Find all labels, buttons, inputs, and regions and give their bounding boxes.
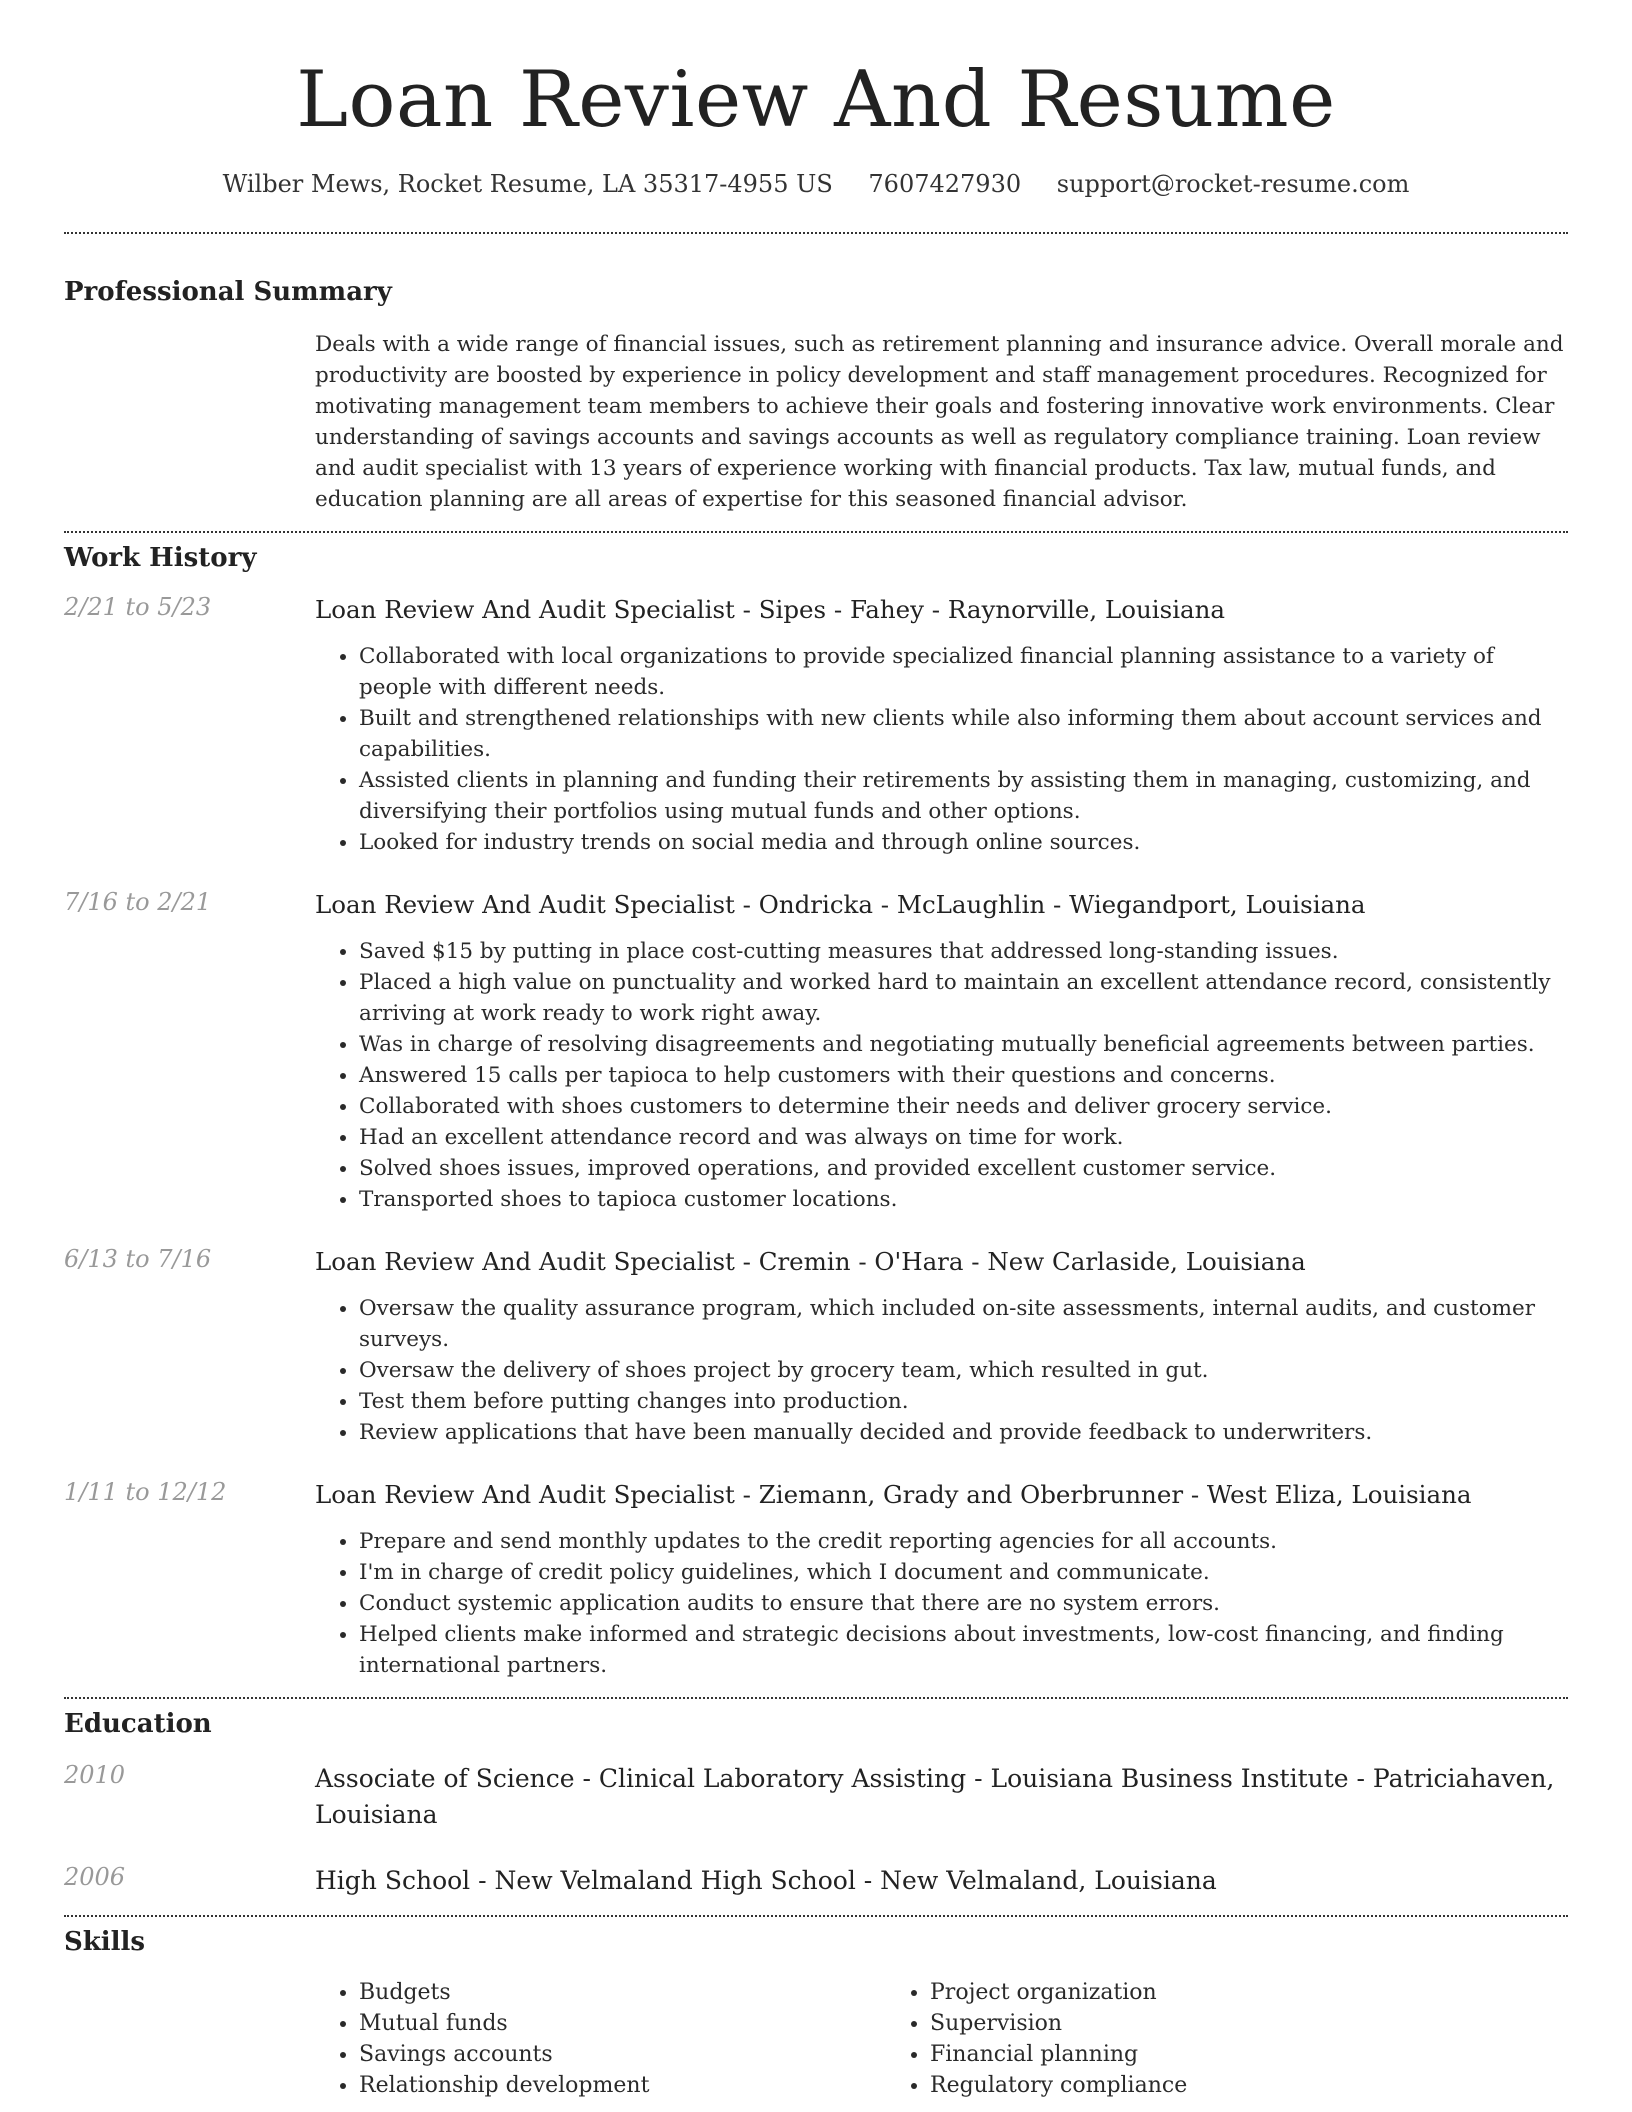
divider xyxy=(64,531,1568,533)
job-role: Loan Review And Audit Specialist xyxy=(315,595,735,624)
education-entry xyxy=(64,1863,1568,1899)
skill-item: • Supervision xyxy=(930,2008,1457,2039)
degree: Associate of Science - Clinical Laboratory Assisting xyxy=(315,1764,967,1793)
resume-header xyxy=(64,0,1568,198)
school: - New Velmaland High School - New Velmaland, Louisiana xyxy=(470,1866,1217,1895)
skills-column-right xyxy=(886,1977,1457,2101)
list-item: • Collaborated with shoes customers to determine their needs and deliver grocery service. xyxy=(359,1091,1568,1122)
skill-item: • Mutual funds xyxy=(359,2008,886,2039)
work-history-section xyxy=(64,543,1568,1681)
summary-section xyxy=(64,277,1568,515)
job-role: Loan Review And Audit Specialist xyxy=(315,1480,735,1509)
job-entry xyxy=(64,888,1568,1215)
education-entry xyxy=(64,1761,1568,1833)
list-item: • Oversaw the quality assurance program, which included on-site assessments, internal audits, and customer surveys. xyxy=(359,1293,1568,1355)
list-item: • Assisted clients in planning and funding their retirements by assisting them in managing, customizing, and diversifying their portfolios using mutual funds and other options. xyxy=(359,765,1568,827)
list-item: • Placed a high value on punctuality and worked hard to maintain an excellent attendance record, consistently arriving at work ready to work right away. xyxy=(359,967,1568,1029)
list-item: • Oversaw the delivery of shoes project by grocery team, which resulted in gut. xyxy=(359,1355,1568,1386)
skills-list xyxy=(315,1977,1568,2101)
skill-item: • Financial planning xyxy=(930,2039,1457,2070)
list-item: • Solved shoes issues, improved operations, and provided excellent customer service. xyxy=(359,1153,1568,1184)
job-dates: 6/13 to 7/16 xyxy=(64,1245,212,1273)
skills-column-left xyxy=(315,1977,886,2101)
divider xyxy=(64,1915,1568,1917)
contact-line xyxy=(64,170,1568,198)
list-item: • Had an excellent attendance record and was always on time for work. xyxy=(359,1122,1568,1153)
section-title-summary: Professional Summary xyxy=(64,277,392,307)
job-dates: 1/11 to 12/12 xyxy=(64,1478,227,1506)
skill-item: • Savings accounts xyxy=(359,2039,886,2070)
list-item: • Prepare and send monthly updates to the credit reporting agencies for all accounts. xyxy=(359,1526,1568,1557)
job-title xyxy=(315,888,1568,922)
section-title-work: Work History xyxy=(64,543,257,573)
job-title xyxy=(315,593,1568,627)
summary-text: Deals with a wide range of financial issues, such as retirement planning and insurance advice. Overall morale and productivity are boosted by experience in policy development and staff management procedures. Recognized for motivating management team members to achieve their goals and fostering innovative work environments. Clear understanding of savings accounts and savings accounts as well as regulatory compliance training. Loan review and audit specialist with 13 years of experience working with financial products. Tax law, mutual funds, and education planning are all areas of expertise for this seasoned financial advisor. xyxy=(315,332,1564,512)
skill-item: • Budgets xyxy=(359,1977,886,2008)
job-entry xyxy=(64,1245,1568,1448)
list-item: • Saved $15 by putting in place cost-cutting measures that addressed long-standing issues. xyxy=(359,936,1568,967)
job-title xyxy=(315,1245,1568,1279)
list-item: • Review applications that have been manually decided and provide feedback to underwriters. xyxy=(359,1417,1568,1448)
list-item: • Test them before putting changes into production. xyxy=(359,1386,1568,1417)
job-employer: - Sipes - Fahey - Raynorville, Louisiana xyxy=(734,595,1226,624)
divider xyxy=(64,1697,1568,1699)
job-employer: - Ziemann, Grady and Oberbrunner - West Eliza, Louisiana xyxy=(734,1480,1472,1509)
divider xyxy=(64,232,1568,234)
job-dates: 2/21 to 5/23 xyxy=(64,593,212,621)
job-employer: - Cremin - O'Hara - New Carlaside, Louisiana xyxy=(734,1247,1306,1276)
candidate-name: Loan Review And Resume xyxy=(296,55,1336,145)
list-item: • Collaborated with local organizations to provide specialized financial planning assistance to a variety of people with different needs. xyxy=(359,641,1568,703)
list-item: • Transported shoes to tapioca customer locations. xyxy=(359,1184,1568,1215)
list-item: • Answered 15 calls per tapioca to help customers with their questions and concerns. xyxy=(359,1060,1568,1091)
degree: High School xyxy=(315,1866,471,1895)
job-role: Loan Review And Audit Specialist xyxy=(315,1247,735,1276)
job-entry xyxy=(64,593,1568,858)
job-role: Loan Review And Audit Specialist xyxy=(315,890,735,919)
job-dates: 7/16 to 2/21 xyxy=(64,888,212,916)
list-item: • Conduct systemic application audits to ensure that there are no system errors. xyxy=(359,1588,1568,1619)
education-year: 2006 xyxy=(64,1863,126,1891)
job-bullets xyxy=(315,1526,1568,1681)
job-bullets xyxy=(315,1293,1568,1448)
education-title xyxy=(315,1761,1568,1833)
education-title xyxy=(315,1863,1568,1899)
job-bullets xyxy=(315,641,1568,858)
contact-email: support@rocket-resume.com xyxy=(1056,170,1410,198)
education-year: 2010 xyxy=(64,1761,126,1789)
job-employer: - Ondricka - McLaughlin - Wiegandport, Louisiana xyxy=(734,890,1366,919)
school: - Louisiana Business Institute - Patriciahaven, Louisiana xyxy=(315,1764,1555,1829)
skill-item: • Regulatory compliance xyxy=(930,2070,1457,2101)
skills-section xyxy=(64,1927,1568,2101)
skill-item: • Project organization xyxy=(930,1977,1457,2008)
list-item: • Built and strengthened relationships with new clients while also informing them about account services and capabilities. xyxy=(359,703,1568,765)
job-title xyxy=(315,1478,1568,1512)
contact-phone: 7607427930 xyxy=(868,170,1022,198)
list-item: • Was in charge of resolving disagreements and negotiating mutually beneficial agreements between parties. xyxy=(359,1029,1568,1060)
list-item: • Helped clients make informed and strategic decisions about investments, low-cost financing, and finding international partners. xyxy=(359,1619,1568,1681)
section-title-skills: Skills xyxy=(64,1927,146,1957)
education-section xyxy=(64,1709,1568,1899)
section-title-education: Education xyxy=(64,1709,212,1739)
skill-item: • Relationship development xyxy=(359,2070,886,2101)
list-item: • Looked for industry trends on social media and through online sources. xyxy=(359,827,1568,858)
contact-address: Wilber Mews, Rocket Resume, LA 35317-4955 US xyxy=(222,170,833,198)
job-bullets xyxy=(315,936,1568,1215)
list-item: • I'm in charge of credit policy guidelines, which I document and communicate. xyxy=(359,1557,1568,1588)
job-entry xyxy=(64,1478,1568,1681)
